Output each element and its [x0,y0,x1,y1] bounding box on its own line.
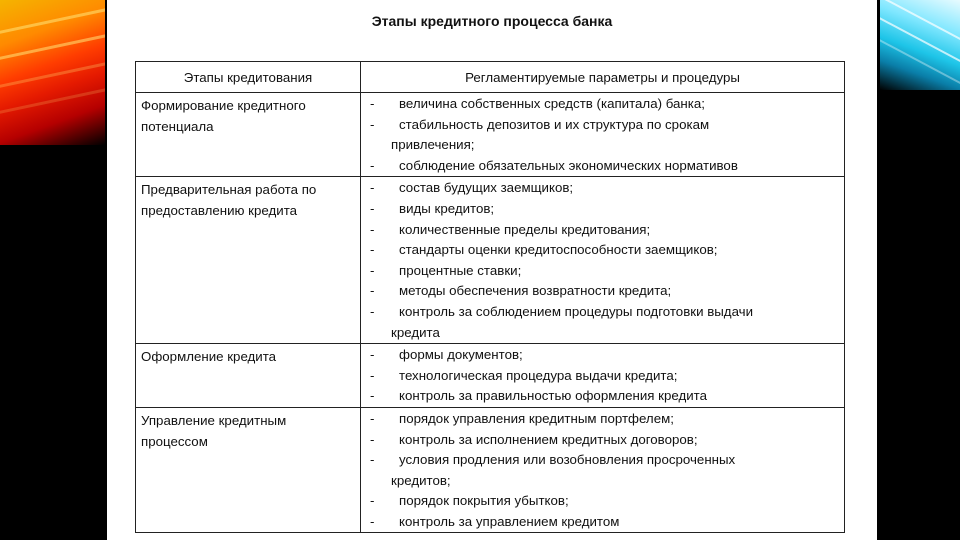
param-text: количественные пределы кредитования; [399,221,651,237]
credit-process-table [135,61,845,533]
param-item [361,178,844,199]
table-header-row [136,62,845,93]
decor-left-gradient [0,0,105,145]
bullet-dash: - [370,303,375,319]
param-item [361,199,844,220]
bullet-dash: - [370,283,375,299]
stage-name: Предварительная работа по предоставлению кредита [141,182,317,219]
stage-name: Оформление кредита [141,349,277,365]
bullet-dash: - [370,157,375,173]
bullet-dash: - [370,367,375,383]
bullet-dash: - [370,431,375,447]
stage-cell [136,177,361,344]
param-item [361,386,844,407]
param-item [361,156,844,177]
bullet-dash: - [370,262,375,278]
param-item [361,261,844,282]
param-text: формы документов; [399,347,523,363]
bullet-dash: - [370,410,375,426]
param-text: величина собственных средств (капитала) банка; [399,96,705,111]
bullet-dash: - [370,242,375,258]
param-text: соблюдение обязательных экономических нормативов [399,157,738,173]
bullet-dash: - [370,221,375,237]
param-item [361,366,844,387]
table-row [136,93,845,177]
param-text: порядок покрытия убытков; [399,493,569,509]
bullet-dash: - [370,493,375,509]
params-cell [361,93,845,177]
param-item [361,220,844,241]
param-text: контроль за исполнением кредитных договоров; [399,431,698,447]
param-item [361,302,844,343]
param-text-continued: кредита [391,324,440,340]
params-cell [361,344,845,408]
param-text: условия продления или возобновления просроченных [399,452,736,468]
bullet-dash: - [370,116,375,132]
param-item [361,345,844,366]
stage-cell [136,407,361,533]
bullet-dash: - [370,200,375,216]
param-text: стандарты оценки кредитоспособности заемщиков; [399,242,718,258]
params-cell [361,177,845,344]
header-stages: Этапы кредитования [136,62,361,93]
slide [107,0,877,540]
param-text: технологическая процедура выдачи кредита; [399,367,678,383]
bullet-dash: - [370,347,375,363]
bullet-dash: - [370,452,375,468]
stage-name: Управление кредитным процессом [141,412,287,449]
stage-cell [136,93,361,177]
param-item [361,409,844,430]
param-text: методы обеспечения возвратности кредита; [399,283,672,299]
table-row [136,177,845,344]
slide-title: Этапы кредитного процесса банка [371,13,613,29]
header-params: Регламентируемые параметры и процедуры [361,62,845,93]
param-item [361,430,844,451]
decor-right-gradient [880,0,960,90]
param-text: контроль за соблюдением процедуры подготовки выдачи [399,303,754,319]
param-text: состав будущих заемщиков; [399,180,574,196]
table-row [136,407,845,533]
param-item [361,94,844,115]
param-text: стабильность депозитов и их структура по срокам [399,116,710,132]
param-text: виды кредитов; [399,200,495,216]
param-text: контроль за правильностью оформления кредита [399,388,708,404]
param-text-continued: кредитов; [391,472,451,488]
params-cell [361,407,845,533]
bullet-dash: - [370,180,375,196]
bullet-dash: - [370,513,375,529]
stage-cell [136,344,361,408]
param-item [361,512,844,533]
bullet-dash: - [370,388,375,404]
param-text-continued: привлечения; [391,137,475,153]
param-item [361,450,844,491]
param-text: порядок управления кредитным портфелем; [399,410,674,426]
table-row [136,344,845,408]
stage-name: Формирование кредитного потенциала [141,98,306,134]
param-item [361,240,844,261]
param-item [361,491,844,512]
bullet-dash: - [370,96,375,111]
param-text: процентные ставки; [399,262,522,278]
param-item [361,115,844,156]
param-item [361,281,844,302]
param-text: контроль за управлением кредитом [399,513,620,529]
